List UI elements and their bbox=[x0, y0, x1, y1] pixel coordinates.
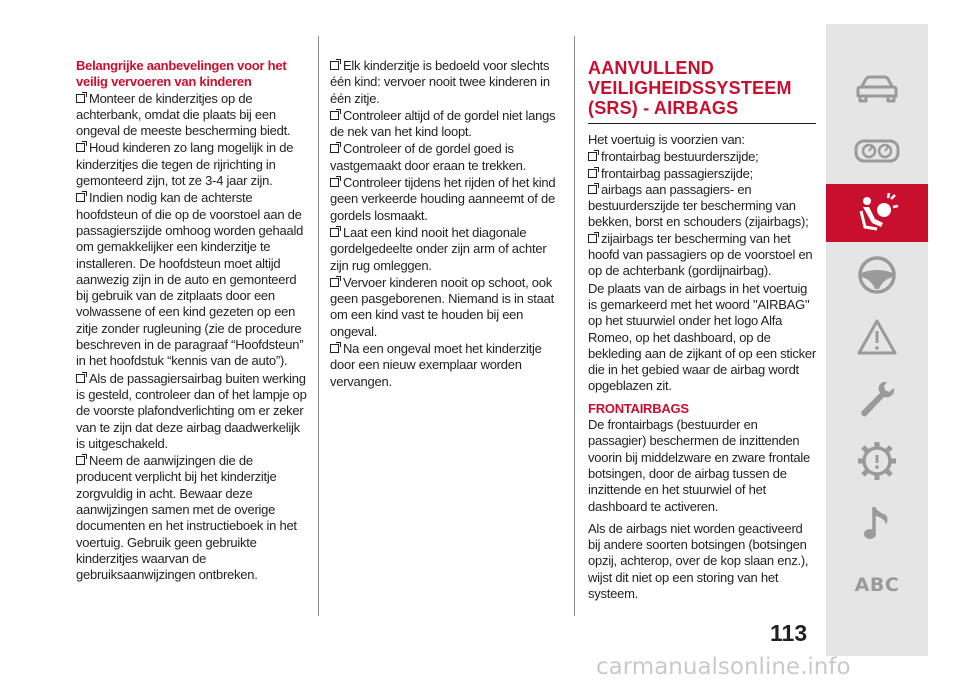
checkbox-bullet-icon bbox=[330, 344, 339, 353]
paragraph: Als de airbags niet worden geactiveerd bij andere soorten botsingen (botsingen opzij, achterop, over de kop slaan enz.), wijst dit niet op een storing van het systeem. bbox=[588, 520, 809, 602]
wrench-icon[interactable] bbox=[826, 370, 928, 428]
title-rule bbox=[588, 123, 816, 124]
checkbox-bullet-icon bbox=[588, 234, 597, 243]
bullet-item: frontairbag bestuurderszijde; bbox=[588, 149, 816, 165]
checkbox-bullet-icon bbox=[330, 178, 339, 187]
checkbox-bullet-icon bbox=[76, 143, 85, 152]
checkbox-bullet-icon bbox=[76, 374, 85, 383]
bullet-item: Controleer of de gordel goed is vastgemaakt door eraan te trekken. bbox=[330, 141, 527, 173]
car-icon[interactable] bbox=[826, 60, 928, 118]
steering-wheel-icon[interactable] bbox=[826, 246, 928, 304]
bullet-item: Controleer altijd of de gordel niet langs de nek van het kind loopt. bbox=[330, 107, 556, 140]
watermark: carmanualsonline.info bbox=[596, 654, 851, 680]
subheading: FRONTAIRBAGS bbox=[588, 400, 689, 416]
column-1 bbox=[76, 58, 308, 585]
bullet-item: Controleer tijdens het rijden of het kind geen verkeerde houding aanneemt of de gordels losmaakt. bbox=[330, 175, 556, 223]
checkbox-bullet-icon bbox=[330, 144, 339, 153]
music-note-icon[interactable] bbox=[826, 494, 928, 552]
dashboard-gauges-icon[interactable] bbox=[826, 122, 928, 180]
column-divider bbox=[574, 36, 575, 616]
column-3 bbox=[588, 58, 816, 603]
column-divider bbox=[318, 36, 319, 616]
checkbox-bullet-icon bbox=[330, 228, 339, 237]
checkbox-bullet-icon bbox=[330, 111, 339, 120]
checkbox-bullet-icon bbox=[76, 456, 85, 465]
airbag-passenger-icon[interactable] bbox=[826, 184, 928, 242]
section-heading: Belangrijke aanbevelingen voor het veilig vervoeren van kinderen bbox=[76, 58, 287, 90]
bullet-item: airbags aan passagiers- en bestuurderszijde ter bescherming van bekken, borst en schouders (zijairbags); bbox=[588, 181, 809, 230]
warning-triangle-icon[interactable] bbox=[826, 308, 928, 366]
bullet-item: zijairbags ter bescherming van het hoofd van passagiers op de voorstoel en op de achterbank (gordijnairbag). bbox=[588, 230, 813, 279]
checkbox-bullet-icon bbox=[330, 278, 339, 287]
bullet-item: Houd kinderen zo lang mogelijk in de kinderzitjes die tegen de rijrichting in gemonteerd zijn, tot ze 3-4 jaar zijn. bbox=[76, 140, 294, 189]
bullet-item: Na een ongeval moet het kinderzitje door een nieuw exemplaar worden vervangen. bbox=[330, 341, 542, 389]
checkbox-bullet-icon bbox=[588, 152, 597, 161]
bullet-item: Vervoer kinderen nooit op schoot, ook geen pasgeborenen. Niemand is in staat om een kind vast te houden bij een ongeval. bbox=[330, 274, 554, 339]
settings-gear-icon[interactable] bbox=[826, 432, 928, 490]
bullet-item: Elk kinderzitje is bedoeld voor slechts één kind: vervoer nooit twee kinderen in één zitje. bbox=[330, 58, 550, 106]
chapter-sidebar bbox=[826, 24, 928, 656]
paragraph: De plaats van de airbags in het voertuig is gemarkeerd met het woord "AIRBAG" op het stuurwiel onder het logo Alfa Romeo, op het dashboard, op de bekleding aan de zijkant of op een sticker die in het gebied waar de airbag wordt opgeblazen zit. bbox=[588, 280, 816, 394]
checkbox-bullet-icon bbox=[76, 193, 85, 202]
intro-text: Het voertuig is voorzien van: bbox=[588, 132, 745, 147]
bullet-item: Monteer de kinderzitjes op de achterbank, omdat die plaats bij een ongeval de meeste bescherming biedt. bbox=[76, 90, 291, 139]
checkbox-bullet-icon bbox=[588, 169, 597, 178]
checkbox-bullet-icon bbox=[76, 94, 85, 103]
paragraph: De frontairbags (bestuurder en passagier) beschermen de inzittenden voorin bij middelzware en zware frontale botsingen, door de airbag tussen de inzittende en het stuurwiel of het dashboard te activeren. bbox=[588, 417, 810, 514]
page-number: 113 bbox=[770, 620, 808, 646]
checkbox-bullet-icon bbox=[330, 61, 339, 70]
bullet-item: Indien nodig kan de achterste hoofdsteun of die op de voorstoel aan de passagierszijde omhoog worden gehaald om gemakkelijker een kinderzitje te installeren. De hoofdsteun moet altijd aanwezig zijn in de auto en gemonteerd bij gebruik van de zitplaats door een volwassene of een kind gezeten op een zitje zonder rugleuning (zie de procedure beschreven in de paragraaf “Hoofdsteun” in het hoofdstuk “kennis van de auto”). bbox=[76, 190, 304, 369]
bullet-item: Als de passagiersairbag buiten werking is gesteld, controleer dan of het lampje op de voorste plafondverlichting om er zeker van te zijn dat deze airbag daadwerkelijk is uitgeschakeld. bbox=[76, 370, 307, 451]
bullet-item: Neem de aanwijzingen die de producent verplicht bij het kinderzitje zorgvuldig in acht. Bewaar deze aanwijzingen samen met de overige documenten en het instructieboek in het voertuig. Gebruik geen gebruikte kinderzitjes waarvan de gebruiksaanwijzingen ontbreken. bbox=[76, 453, 297, 583]
chapter-title: AANVULLEND VEILIGHEIDSSYSTEEM (SRS) - AIRBAGS bbox=[588, 58, 792, 118]
bullet-item: Laat een kind nooit het diagonale gordelgedeelte onder zijn arm of achter zijn rug omleggen. bbox=[330, 224, 547, 273]
bullet-item: frontairbag passagierszijde; bbox=[588, 166, 816, 182]
column-2 bbox=[330, 58, 562, 391]
checkbox-bullet-icon bbox=[588, 185, 597, 194]
abc-index-label[interactable]: ABC bbox=[854, 574, 900, 596]
